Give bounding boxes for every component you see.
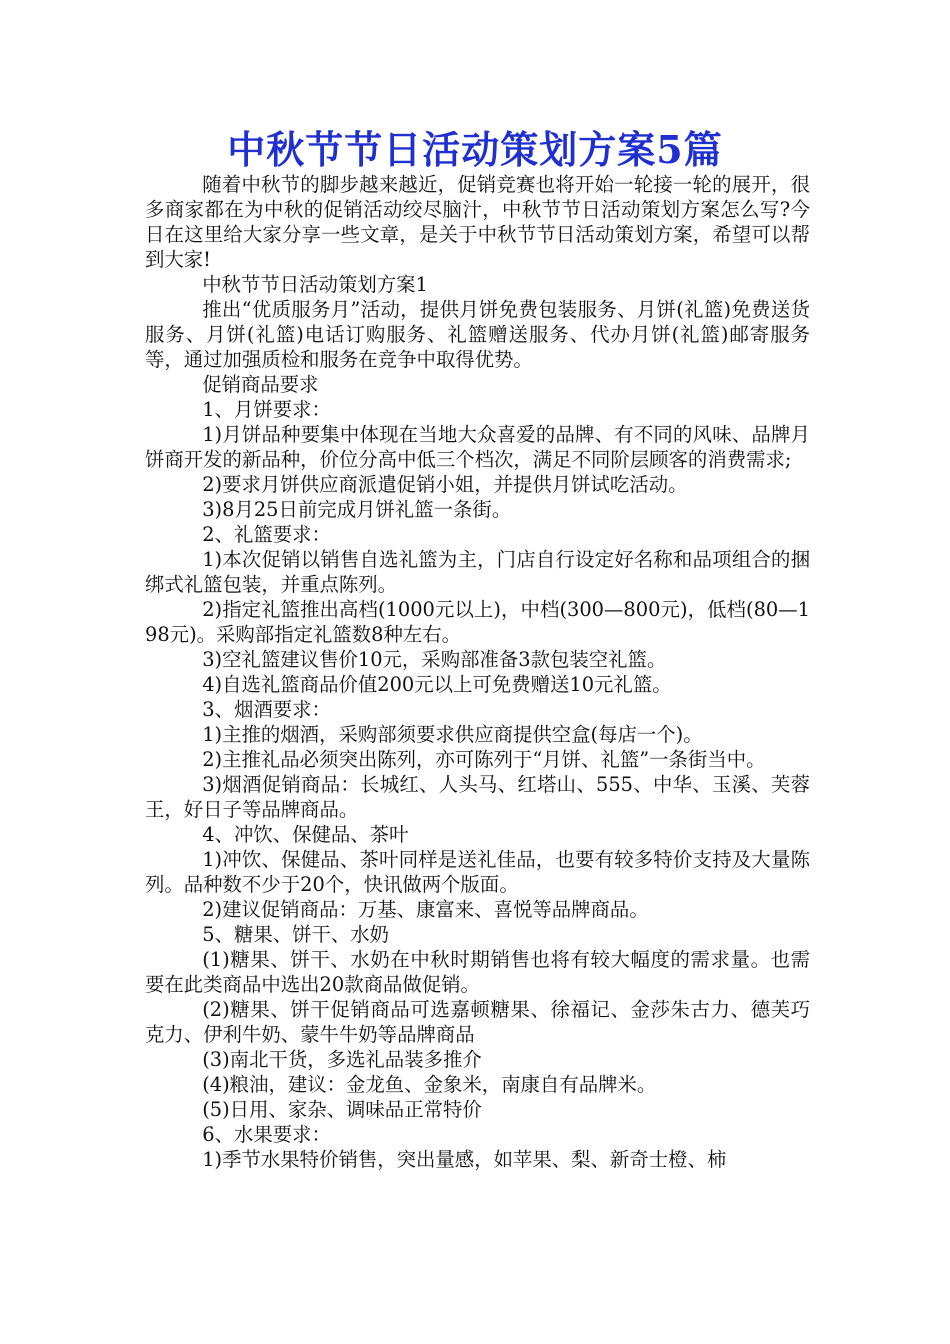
list-item: 3)8月25日前完成月饼礼篮一条街。: [202, 498, 512, 521]
intro-paragraph: 随着中秋节的脚步越来越近，促销竞赛也将开始一轮接一轮的展开，很多商家都在为中秋的促销活动绞尽脑汁，中秋节节日活动策划方案怎么写?今日在这里给大家分享一些文章，是关于中秋节节日活动策划方案，希望可以帮到大家!: [145, 173, 810, 271]
subsection-heading: 4、冲饮、保健品、茶叶: [202, 823, 409, 846]
list-item: 1)主推的烟酒，采购部须要求供应商提供空盒(每店一个)。: [202, 723, 703, 746]
body-paragraph: 推出“优质服务月”活动，提供月饼免费包装服务、月饼(礼篮)免费送货服务、月饼(礼篮)电话订购服务、礼篮赠送服务、代办月饼(礼篮)邮寄服务等，通过加强质检和服务在竞争中取得优势。: [145, 298, 810, 371]
document-body: [145, 172, 810, 1172]
list-item: 3)空礼篮建议售价10元，采购部准备3款包装空礼篮。: [202, 648, 667, 671]
subsection-heading: 2、礼篮要求：: [202, 523, 331, 546]
list-item: 2)主推礼品必须突出陈列，亦可陈列于“月饼、礼篮”一条街当中。: [202, 748, 766, 771]
list-item: (5)日用、家杂、调味品正常特价: [202, 1098, 482, 1121]
list-item: 1)冲饮、保健品、茶叶同样是送礼佳品，也要有较多特价支持及大量陈列。品种数不少于20个，快讯做两个版面。: [145, 848, 810, 896]
list-item: (3)南北干货，多选礼品装多推介: [202, 1048, 482, 1071]
list-item: 1)季节水果特价销售，突出量感，如苹果、梨、新奇士橙、柿: [202, 1148, 727, 1171]
list-item: 4)自选礼篮商品价值200元以上可免费赠送10元礼篮。: [202, 673, 672, 696]
subsection-heading: 1、月饼要求：: [202, 398, 331, 421]
section-heading: 中秋节节日活动策划方案1: [202, 273, 428, 296]
section-heading: 促销商品要求: [202, 373, 319, 396]
subsection-heading: 5、糖果、饼干、水奶: [202, 923, 390, 946]
list-item: (1)糖果、饼干、水奶在中秋时期销售也将有较大幅度的需求量。也需要在此类商品中选出20款商品做促销。: [145, 948, 810, 996]
document-title: 中秋节节日活动策划方案5篇: [227, 127, 723, 172]
list-item: 2)要求月饼供应商派遣促销小姐，并提供月饼试吃活动。: [202, 473, 688, 496]
list-item: 1)本次促销以销售自选礼篮为主，门店自行设定好名称和品项组合的捆绑式礼篮包装，并重点陈列。: [145, 548, 810, 596]
subsection-heading: 6、水果要求：: [202, 1123, 331, 1146]
list-item: 2)指定礼篮推出高档(1000元以上)，中档(300—800元)，低档(80—198元)。采购部指定礼篮数8种左右。: [145, 598, 810, 646]
list-item: (2)糖果、饼干促销商品可选嘉顿糖果、徐福记、金莎朱古力、德芙巧克力、伊利牛奶、蒙牛牛奶等品牌商品: [145, 998, 810, 1046]
list-item: (4)粮油，建议：金龙鱼、金象米，南康自有品牌米。: [202, 1073, 657, 1096]
list-item: 1)月饼品种要集中体现在当地大众喜爱的品牌、有不同的风味、品牌月饼商开发的新品种，价位分高中低三个档次，满足不同阶层顾客的消费需求;: [145, 423, 810, 471]
list-item: 3)烟酒促销商品：长城红、人头马、红塔山、555、中华、玉溪、芙蓉王，好日子等品牌商品。: [145, 773, 810, 821]
list-item: 2)建议促销商品：万基、康富来、喜悦等品牌商品。: [202, 898, 649, 921]
subsection-heading: 3、烟酒要求：: [202, 698, 331, 721]
